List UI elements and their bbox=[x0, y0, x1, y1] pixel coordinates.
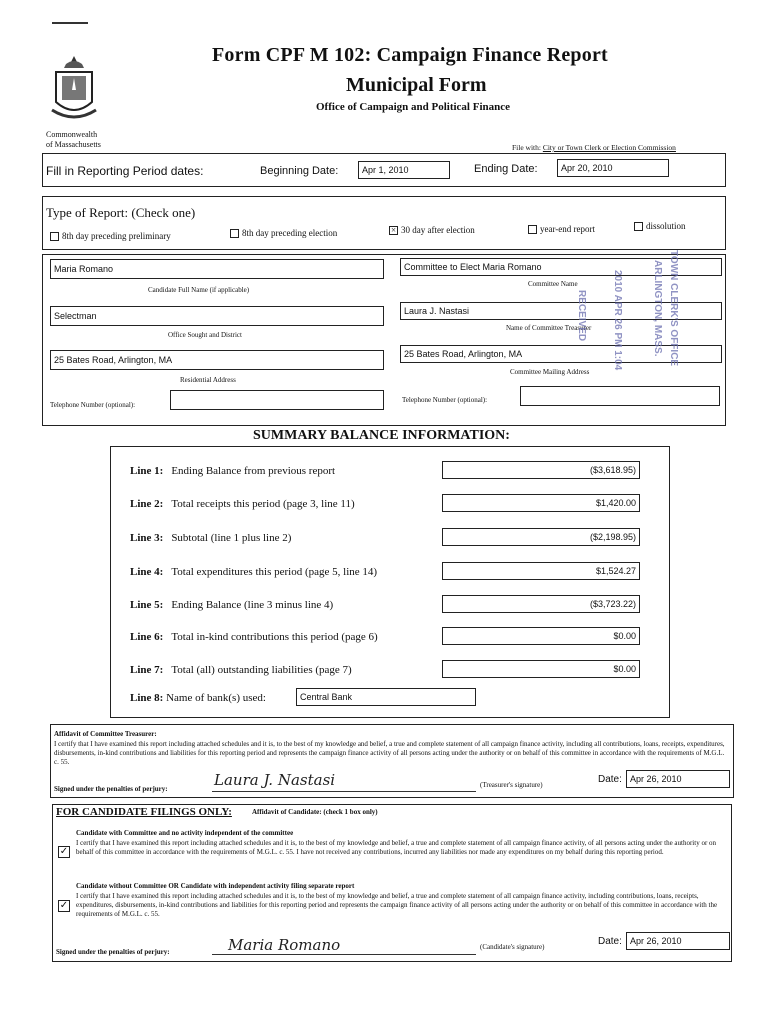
summary-line-3 bbox=[130, 532, 291, 544]
treasurer-date-label: Date: bbox=[598, 774, 622, 785]
option1-text: I certify that I have examined this report including attached schedules and it is, to the best of my knowledge and belief, a true and complete statement of all campaign finance activity, of all persons acting under the authority or on behalf of this committee in accordance with the requirements of M.G.L. c. 55. I have not received any contributions, incurred any liabilities nor made any expenditures on my behalf during this reporting period. bbox=[76, 839, 717, 856]
summary-line-num: Line 1: bbox=[130, 465, 164, 477]
office-sought-field[interactable]: Selectman bbox=[50, 306, 384, 326]
option1-title: Candidate with Committee and no activity independent of the committee bbox=[76, 829, 294, 837]
file-with bbox=[512, 143, 676, 152]
checkbox[interactable] bbox=[528, 225, 537, 234]
summary-line-desc: Total in-kind contributions this period (page 6) bbox=[171, 631, 378, 643]
line8-row bbox=[130, 692, 266, 704]
summary-line-amount[interactable]: ($3,618.95) bbox=[442, 461, 640, 479]
summary-line-7 bbox=[130, 664, 352, 676]
summary-line-desc: Subtotal (line 1 plus line 2) bbox=[171, 532, 292, 544]
option2-checkbox-checked[interactable]: ✓ bbox=[59, 900, 69, 911]
line8-num: Line 8: bbox=[130, 692, 164, 704]
form-title: Form CPF M 102: Campaign Finance Report bbox=[212, 44, 608, 66]
summary-line-2 bbox=[130, 498, 355, 510]
file-with-value: City or Town Clerk or Election Commission bbox=[542, 143, 676, 152]
line8-desc: Name of bank(s) used: bbox=[166, 692, 266, 704]
candidate-sig-caption: (Candidate's signature) bbox=[480, 943, 545, 951]
candidate-name-field[interactable]: Maria Romano bbox=[50, 259, 384, 279]
candidate-signed-label: Signed under the penalties of perjury: bbox=[56, 948, 170, 956]
option2-title: Candidate without Committee OR Candidate with independent activity filing separate report bbox=[76, 882, 355, 890]
summary-line-desc: Total receipts this period (page 3, line 11) bbox=[171, 498, 355, 510]
checkbox-checked[interactable]: × bbox=[390, 225, 397, 236]
candidate-phone-label: Telephone Number (optional): bbox=[50, 401, 136, 409]
option-label: year-end report bbox=[540, 224, 596, 234]
option-8th-day-preliminary[interactable] bbox=[50, 231, 171, 241]
summary-line-amount[interactable]: $0.00 bbox=[442, 660, 640, 678]
summary-line-5 bbox=[130, 599, 333, 611]
checkbox[interactable] bbox=[50, 232, 59, 241]
commonwealth-label bbox=[46, 130, 101, 150]
summary-line-desc: Ending Balance (line 3 minus line 4) bbox=[171, 599, 334, 611]
stamp-line1: TOWN CLERK'S OFFICE bbox=[668, 250, 679, 367]
massachusetts-seal-icon bbox=[46, 54, 102, 128]
option-8th-day-election[interactable] bbox=[230, 228, 337, 238]
treasurer-name-field[interactable]: Laura J. Nastasi bbox=[400, 302, 722, 320]
stamp-line3: 2010 APR 26 PM 1:04 bbox=[612, 270, 623, 371]
option1-checkbox-checked[interactable]: ✓ bbox=[59, 846, 69, 857]
option-label: 8th day preceding election bbox=[242, 228, 338, 238]
commonwealth-line2: of Massachusetts bbox=[46, 140, 101, 149]
summary-line-desc: Total (all) outstanding liabilities (page 7) bbox=[171, 664, 352, 676]
beginning-date-label: Beginning Date: bbox=[260, 165, 339, 177]
summary-line-num: Line 4: bbox=[130, 566, 164, 578]
ending-date-label: Ending Date: bbox=[474, 163, 538, 175]
beginning-date-field[interactable]: Apr 1, 2010 bbox=[358, 161, 450, 179]
summary-line-num: Line 6: bbox=[130, 631, 164, 643]
summary-line-num: Line 5: bbox=[130, 599, 164, 611]
candidate-signature-line bbox=[212, 954, 476, 955]
treasurer-signature-line bbox=[212, 791, 476, 792]
candidate-signature: Maria Romano bbox=[228, 936, 341, 954]
checkbox[interactable] bbox=[634, 222, 643, 231]
option-label: dissolution bbox=[646, 221, 686, 231]
summary-heading: SUMMARY BALANCE INFORMATION: bbox=[253, 428, 510, 443]
top-rule bbox=[52, 22, 88, 24]
treasurer-name-label: Name of Committee Treasurer bbox=[506, 324, 592, 332]
residential-address-field[interactable]: 25 Bates Road, Arlington, MA bbox=[50, 350, 384, 370]
summary-line-amount[interactable]: $1,524.27 bbox=[442, 562, 640, 580]
checkbox[interactable] bbox=[230, 229, 239, 238]
option-label: 30 day after election bbox=[401, 225, 475, 235]
treasurer-signed-label: Signed under the penalties of perjury: bbox=[54, 785, 168, 793]
summary-line-num: Line 2: bbox=[130, 498, 164, 510]
report-type-heading: Type of Report: (Check one) bbox=[46, 205, 196, 220]
ending-date-field[interactable]: Apr 20, 2010 bbox=[557, 159, 669, 177]
treasurer-sig-caption: (Treasurer's signature) bbox=[480, 781, 543, 789]
stamp-line4: RECEIVED bbox=[576, 290, 587, 342]
summary-line-desc: Total expenditures this period (page 5, line 14) bbox=[171, 566, 378, 578]
treasurer-date-field[interactable]: Apr 26, 2010 bbox=[626, 770, 730, 788]
received-stamp bbox=[572, 250, 698, 420]
committee-address-label: Committee Mailing Address bbox=[510, 368, 590, 376]
treasurer-signature: Laura J. Nastasi bbox=[214, 771, 336, 789]
treasurer-affidavit-text: I certify that I have examined this report including attached schedules and it is, to the best of my knowledge and belief, a true and complete statement of all campaign finance activity, including all contributions, loans, receipts, expenditures, disbursements, in-kind contributions and liabilities for this reporting period and represents the campaign finance activity of all persons acting under the authority or on behalf of this committee in accordance with the requirements of M.G.L. c. 55. bbox=[54, 740, 725, 766]
stamp-line2: ARLINGTON, MASS. bbox=[652, 260, 663, 357]
bank-name-field[interactable]: Central Bank bbox=[296, 688, 476, 706]
committee-phone-label: Telephone Number (optional): bbox=[402, 396, 488, 404]
summary-line-amount[interactable]: $1,420.00 bbox=[442, 494, 640, 512]
candidate-date-label: Date: bbox=[598, 936, 622, 947]
office-sought-label: Office Sought and District bbox=[168, 331, 242, 339]
candidate-filings-heading: FOR CANDIDATE FILINGS ONLY: bbox=[56, 806, 232, 818]
option2-text: I certify that I have examined this report including attached schedules and it is, to the best of my knowledge and belief, a true and complete statement of all campaign finance activity, including contributions, loans, receipts, expenditures, disbursements, in-kind contributions and liabilities for this reporting period and represents the campaign finance activity of all persons acting under the authority or on behalf of this committee in accordance with the requirements of M.G.L. c. 55. bbox=[76, 892, 718, 918]
residential-address-label: Residential Address bbox=[180, 376, 236, 384]
option-label: 8th day preceding preliminary bbox=[62, 231, 171, 241]
candidate-filings-subheading: Affidavit of Candidate: (check 1 box only) bbox=[252, 808, 378, 816]
summary-line-num: Line 7: bbox=[130, 664, 164, 676]
form-subtitle: Municipal Form bbox=[346, 74, 487, 96]
summary-line-amount[interactable]: $0.00 bbox=[442, 627, 640, 645]
summary-line-1 bbox=[130, 465, 335, 477]
file-with-label: File with: bbox=[512, 143, 541, 152]
option-dissolution[interactable] bbox=[634, 221, 686, 231]
committee-name-label: Committee Name bbox=[528, 280, 578, 288]
candidate-name-label: Candidate Full Name (if applicable) bbox=[148, 286, 250, 294]
office-name: Office of Campaign and Political Finance bbox=[316, 101, 511, 113]
commonwealth-line1: Commonwealth bbox=[46, 130, 98, 139]
reporting-period-label: Fill in Reporting Period dates: bbox=[46, 164, 204, 178]
candidate-date-field[interactable]: Apr 26, 2010 bbox=[626, 932, 730, 950]
committee-address-field[interactable]: 25 Bates Road, Arlington, MA bbox=[400, 345, 722, 363]
summary-line-amount[interactable]: ($2,198.95) bbox=[442, 528, 640, 546]
summary-line-amount[interactable]: ($3,723.22) bbox=[442, 595, 640, 613]
summary-line-desc: Ending Balance from previous report bbox=[171, 465, 336, 477]
summary-line-6 bbox=[130, 631, 378, 643]
treasurer-affidavit-heading: Affidavit of Committee Treasurer: bbox=[54, 730, 157, 738]
committee-name-field[interactable]: Committee to Elect Maria Romano bbox=[400, 258, 722, 276]
summary-line-num: Line 3: bbox=[130, 532, 164, 544]
option-year-end[interactable] bbox=[528, 224, 595, 234]
candidate-phone-field[interactable] bbox=[170, 390, 384, 410]
summary-line-4 bbox=[130, 566, 377, 578]
option-30-day-after[interactable] bbox=[389, 225, 475, 235]
